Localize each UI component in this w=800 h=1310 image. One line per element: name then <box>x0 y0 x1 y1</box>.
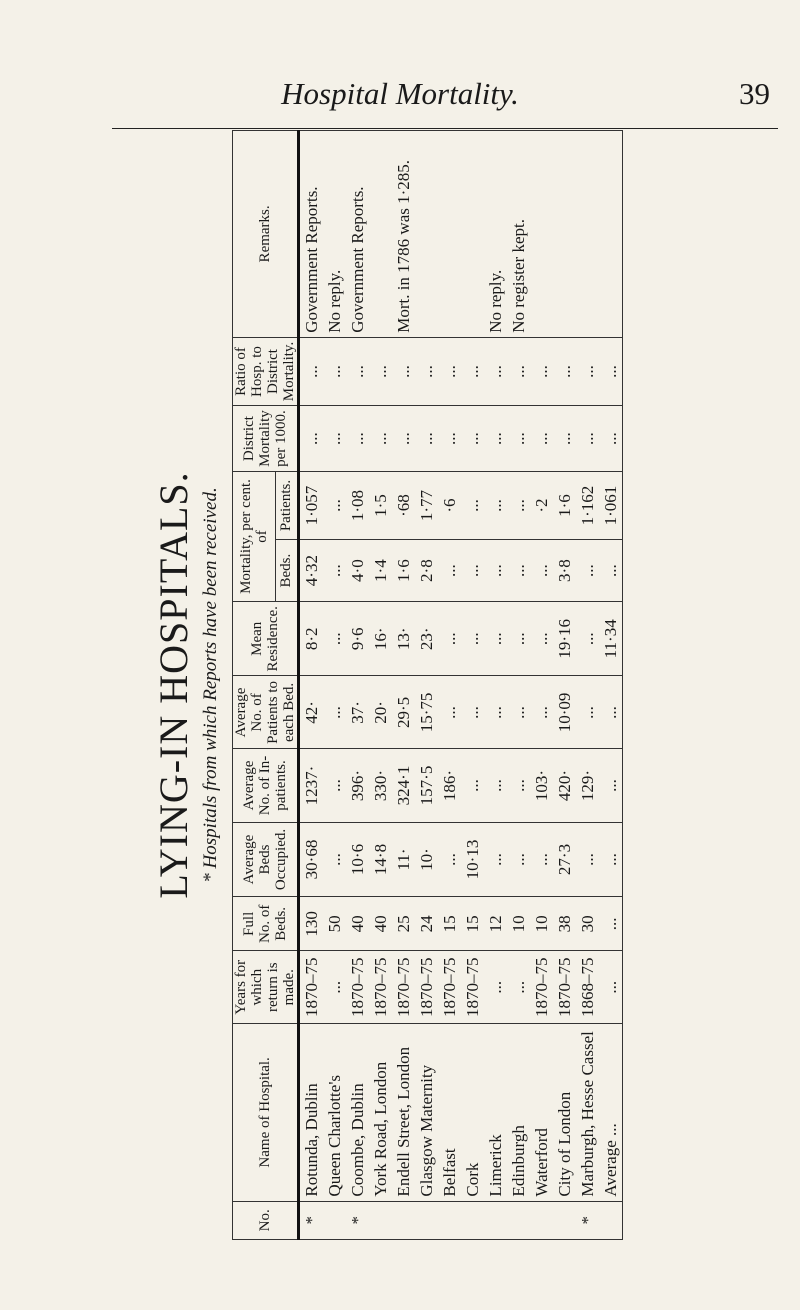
row-7-remarks <box>461 135 484 333</box>
row-5-years: 1870–75 <box>417 957 436 1017</box>
page-header <box>0 0 800 128</box>
table-title: LYING-IN HOSPITALS. <box>151 471 196 899</box>
row-5-avg_beds: 10· <box>417 848 436 871</box>
running-title: Hospital Mortality. <box>281 76 519 111</box>
row-4-name: Endell Street, London <box>394 1046 413 1197</box>
row-1-avg_in: ... <box>325 779 344 792</box>
row-6-remarks <box>438 135 461 333</box>
row-2-no: * <box>348 1216 367 1225</box>
row-4-avg_per_bed: 29·5 <box>394 696 413 729</box>
row-11-avg_in: 420· <box>555 769 574 802</box>
row-0-remarks: Government Reports. <box>302 186 321 333</box>
cell-name <box>299 1024 623 1201</box>
row-5-avg_in: 157·5 <box>417 765 436 806</box>
col-mort-patients: Patients. <box>275 471 298 539</box>
row-9-remarks: No register kept. <box>509 219 528 333</box>
row-12-remarks <box>576 135 599 333</box>
row-6-avg_per_bed: ... <box>440 706 459 719</box>
row-4-no <box>392 1206 415 1235</box>
row-10-avg_beds: ... <box>532 853 551 866</box>
row-11-avg_per_bed: 10·09 <box>555 692 574 733</box>
row-10-years: 1870–75 <box>532 957 551 1017</box>
header-rule <box>112 128 778 129</box>
row-4-mean: 13· <box>394 627 413 651</box>
row-8-ratio: ... <box>486 365 505 378</box>
row-11-no <box>553 1206 576 1235</box>
row-3-full: 40 <box>371 915 390 933</box>
row-5-mort_patients: 1·77 <box>417 489 436 522</box>
row-6-mean: ... <box>440 632 459 646</box>
col-years: Years for which return is made. <box>233 951 299 1024</box>
row-10-remarks <box>530 135 553 333</box>
row-12-mort_patients: 1·162 <box>578 485 597 526</box>
row-3-mort_patients: 1·5 <box>371 494 390 517</box>
row-12-mean: ... <box>578 632 597 646</box>
row-10-full: 10 <box>532 915 551 933</box>
row-10-no <box>530 1206 553 1235</box>
row-6-avg_in: 186· <box>440 769 459 802</box>
row-12-no: * <box>578 1216 597 1225</box>
row-13-avg_beds: ... <box>601 853 620 866</box>
row-3-avg_beds: 14·8 <box>371 843 390 876</box>
row-12-mort_beds: ... <box>578 564 597 578</box>
row-13-mort_beds: ... <box>601 564 620 578</box>
col-name: Name of Hospital. <box>233 1024 299 1201</box>
row-9-avg_per_bed: ... <box>509 706 528 719</box>
col-mortality-group: Mortality, per cent. of <box>233 471 276 601</box>
col-mean-residence: Mean Residence. <box>233 602 299 676</box>
col-full-beds: Full No. of Beds. <box>233 897 299 951</box>
page-number: 39 <box>739 76 770 111</box>
row-2-ratio: ... <box>348 365 367 378</box>
row-9-years: ... <box>509 980 528 994</box>
row-12-district: ... <box>578 432 597 445</box>
row-7-district: ... <box>463 432 482 445</box>
row-6-no <box>438 1206 461 1235</box>
row-11-name: City of London <box>555 1091 574 1197</box>
row-8-remarks: No reply. <box>486 269 505 333</box>
row-11-avg_beds: 27·3 <box>555 843 574 876</box>
row-3-no <box>369 1206 392 1235</box>
row-5-ratio: ... <box>417 365 436 378</box>
row-9-mort_beds: ... <box>509 564 528 578</box>
row-2-full: 40 <box>348 915 367 933</box>
row-11-district: ... <box>555 432 574 445</box>
row-8-avg_per_bed: ... <box>486 706 505 719</box>
row-9-avg_in: ... <box>509 779 528 792</box>
row-11-mean: 19·16 <box>555 618 574 659</box>
row-6-full: 15 <box>440 915 459 933</box>
row-4-remarks: Mort. in 1786 was 1·285. <box>394 159 413 333</box>
row-0-name: Rotunda, Dublin <box>302 1083 321 1197</box>
row-13-mort_patients: 1·061 <box>601 485 620 526</box>
row-7-avg_per_bed: ... <box>463 706 482 719</box>
cell-district <box>299 406 623 472</box>
col-ratio: Ratio of Hosp. to District Mortality. <box>233 337 299 405</box>
row-3-ratio: ... <box>371 365 390 378</box>
row-1-name: Queen Charlotte's <box>325 1075 344 1197</box>
row-2-mort_beds: 4·0 <box>348 559 367 582</box>
row-11-ratio: ... <box>555 365 574 378</box>
row-8-avg_in: ... <box>486 779 505 792</box>
table-body-row <box>299 131 623 1240</box>
row-11-mort_beds: 3·8 <box>555 559 574 582</box>
row-12-full: 30 <box>578 915 597 933</box>
row-1-no <box>323 1206 346 1235</box>
row-7-no <box>461 1206 484 1235</box>
row-2-mort_patients: 1·08 <box>348 489 367 522</box>
row-7-ratio: ... <box>463 365 482 378</box>
row-12-name: Marburgh, Hesse Cassel <box>578 1031 597 1197</box>
row-7-mort_beds: ... <box>463 564 482 578</box>
row-0-ratio: ... <box>302 365 321 378</box>
row-13-full: ... <box>601 917 620 931</box>
mortality-table <box>232 130 623 1240</box>
row-12-avg_in: 129· <box>578 769 597 802</box>
cell-avg-inpatients <box>299 749 623 822</box>
row-8-avg_beds: ... <box>486 853 505 866</box>
col-remarks: Remarks. <box>233 131 299 338</box>
row-2-remarks: Government Reports. <box>348 186 367 333</box>
row-9-avg_beds: ... <box>509 853 528 866</box>
row-9-name: Edinburgh <box>509 1125 528 1197</box>
row-11-remarks <box>553 135 576 333</box>
row-12-avg_per_bed: ... <box>578 706 597 719</box>
cell-ratio <box>299 337 623 405</box>
row-5-district: ... <box>417 432 436 445</box>
row-2-name: Coombe, Dublin <box>348 1083 367 1197</box>
row-3-name: York Road, London <box>371 1061 390 1197</box>
row-13-ratio: ... <box>601 365 620 378</box>
row-12-avg_beds: ... <box>578 853 597 866</box>
row-0-avg_in: 1237· <box>302 765 321 806</box>
row-4-ratio: ... <box>394 365 413 378</box>
row-4-district: ... <box>394 432 413 445</box>
row-13-avg_per_bed: ... <box>601 706 620 719</box>
row-8-mort_beds: ... <box>486 564 505 578</box>
row-8-no <box>484 1206 507 1235</box>
row-3-district: ... <box>371 432 390 445</box>
row-9-full: 10 <box>509 915 528 933</box>
row-4-avg_beds: 11· <box>394 848 413 871</box>
row-13-no <box>599 1206 622 1235</box>
row-3-remarks <box>369 135 392 333</box>
table-subtitle: * Hospitals from which Reports have been received. <box>200 487 221 883</box>
row-5-avg_per_bed: 15·75 <box>417 692 436 733</box>
row-4-avg_in: 324·1 <box>394 765 413 806</box>
row-7-mean: ... <box>463 632 482 646</box>
cell-no <box>299 1201 623 1239</box>
col-mort-beds: Beds. <box>275 540 298 602</box>
row-5-no <box>415 1206 438 1235</box>
row-5-remarks <box>415 135 438 333</box>
row-6-mort_beds: ... <box>440 564 459 578</box>
row-3-mort_beds: 1·4 <box>371 559 390 582</box>
cell-mort-patients <box>299 471 623 539</box>
row-1-remarks: No reply. <box>325 269 344 333</box>
row-0-years: 1870–75 <box>302 957 321 1017</box>
row-2-years: 1870–75 <box>348 957 367 1017</box>
row-9-district: ... <box>509 432 528 445</box>
row-2-avg_in: 396· <box>348 769 367 802</box>
row-1-avg_per_bed: ... <box>325 706 344 719</box>
rotated-table-region <box>150 130 630 1240</box>
row-7-full: 15 <box>463 915 482 933</box>
row-1-years: ... <box>325 980 344 994</box>
row-4-years: 1870–75 <box>394 957 413 1017</box>
row-13-mean: 11·34 <box>601 619 620 659</box>
row-10-avg_per_bed: ... <box>532 706 551 719</box>
row-3-avg_per_bed: 20· <box>371 701 390 724</box>
cell-remarks <box>299 131 623 338</box>
row-7-years: 1870–75 <box>463 957 482 1017</box>
row-7-avg_beds: 10·13 <box>463 839 482 880</box>
row-7-avg_in: ... <box>463 779 482 792</box>
row-6-years: 1870–75 <box>440 957 459 1017</box>
row-0-full: 130 <box>302 911 321 937</box>
col-avg-beds: Average Beds Occupied. <box>233 822 299 897</box>
row-0-avg_per_bed: 42· <box>302 701 321 724</box>
cell-avg-beds <box>299 822 623 897</box>
row-10-mean: ... <box>532 632 551 646</box>
cell-mean-residence <box>299 602 623 676</box>
row-8-full: 12 <box>486 915 505 933</box>
row-2-district: ... <box>348 432 367 445</box>
row-3-years: 1870–75 <box>371 957 390 1017</box>
row-1-mean: ... <box>325 632 344 646</box>
row-0-mort_beds: 4·32 <box>302 555 321 587</box>
row-13-avg_in: ... <box>601 779 620 792</box>
col-no: No. <box>233 1201 299 1239</box>
row-8-years: ... <box>486 980 505 994</box>
row-6-district: ... <box>440 432 459 445</box>
row-9-mort_patients: ... <box>509 499 528 512</box>
row-1-ratio: ... <box>325 365 344 378</box>
row-11-years: 1870–75 <box>555 957 574 1017</box>
row-1-district: ... <box>325 432 344 445</box>
row-5-mean: 23· <box>417 627 436 651</box>
row-0-district: ... <box>302 432 321 445</box>
row-9-ratio: ... <box>509 365 528 378</box>
row-7-mort_patients: ... <box>463 499 482 512</box>
row-6-avg_beds: ... <box>440 853 459 866</box>
row-10-district: ... <box>532 432 551 445</box>
row-6-mort_patients: ·6 <box>440 498 459 513</box>
row-0-mean: 8·2 <box>302 627 321 651</box>
row-6-ratio: ... <box>440 365 459 378</box>
row-13-name: Average ... <box>601 1123 620 1197</box>
row-9-no <box>507 1206 530 1235</box>
row-13-district: ... <box>601 432 620 445</box>
row-5-name: Glasgow Maternity <box>417 1064 436 1197</box>
row-1-full: 50 <box>325 915 344 933</box>
row-11-full: 38 <box>555 915 574 933</box>
row-8-district: ... <box>486 432 505 445</box>
row-0-no: * <box>302 1216 321 1225</box>
row-2-avg_beds: 10·6 <box>348 843 367 876</box>
row-8-mort_patients: ... <box>486 499 505 512</box>
row-0-mort_patients: 1·057 <box>302 485 321 526</box>
row-4-mort_beds: 1·6 <box>394 559 413 582</box>
row-10-mort_beds: ... <box>532 564 551 578</box>
row-8-mean: ... <box>486 632 505 646</box>
row-4-mort_patients: ·68 <box>394 494 413 517</box>
row-10-name: Waterford <box>532 1128 551 1197</box>
row-1-mort_beds: ... <box>325 564 344 578</box>
row-10-ratio: ... <box>532 365 551 378</box>
cell-full-beds <box>299 897 623 951</box>
cell-avg-per-bed <box>299 676 623 749</box>
col-avg-inpatients: Average No. of In-patients. <box>233 749 299 822</box>
row-9-mean: ... <box>509 632 528 646</box>
row-4-full: 25 <box>394 915 413 933</box>
row-13-years: ... <box>601 980 620 994</box>
row-12-years: 1868–75 <box>578 957 597 1017</box>
row-0-avg_beds: 30·68 <box>302 839 321 880</box>
row-5-mort_beds: 2·8 <box>417 559 436 582</box>
row-1-mort_patients: ... <box>325 499 344 512</box>
cell-mort-beds <box>299 540 623 602</box>
row-12-ratio: ... <box>578 365 597 378</box>
col-district: District Mortality per 1000. <box>233 406 299 472</box>
row-2-avg_per_bed: 37· <box>348 701 367 724</box>
row-8-name: Limerick <box>486 1134 505 1197</box>
row-7-name: Cork <box>463 1162 482 1197</box>
row-10-avg_in: 103· <box>532 769 551 802</box>
row-5-full: 24 <box>417 915 436 933</box>
row-3-mean: 16· <box>371 627 390 651</box>
row-3-avg_in: 330· <box>371 769 390 802</box>
row-1-avg_beds: ... <box>325 853 344 866</box>
cell-years <box>299 951 623 1024</box>
row-13-remarks <box>599 135 622 333</box>
row-11-mort_patients: 1·6 <box>555 494 574 517</box>
row-6-name: Belfast <box>440 1148 459 1197</box>
row-2-mean: 9·6 <box>348 627 367 651</box>
col-avg-per-bed: Average No. of Patients to each Bed. <box>233 676 299 749</box>
row-10-mort_patients: ·2 <box>532 498 551 513</box>
